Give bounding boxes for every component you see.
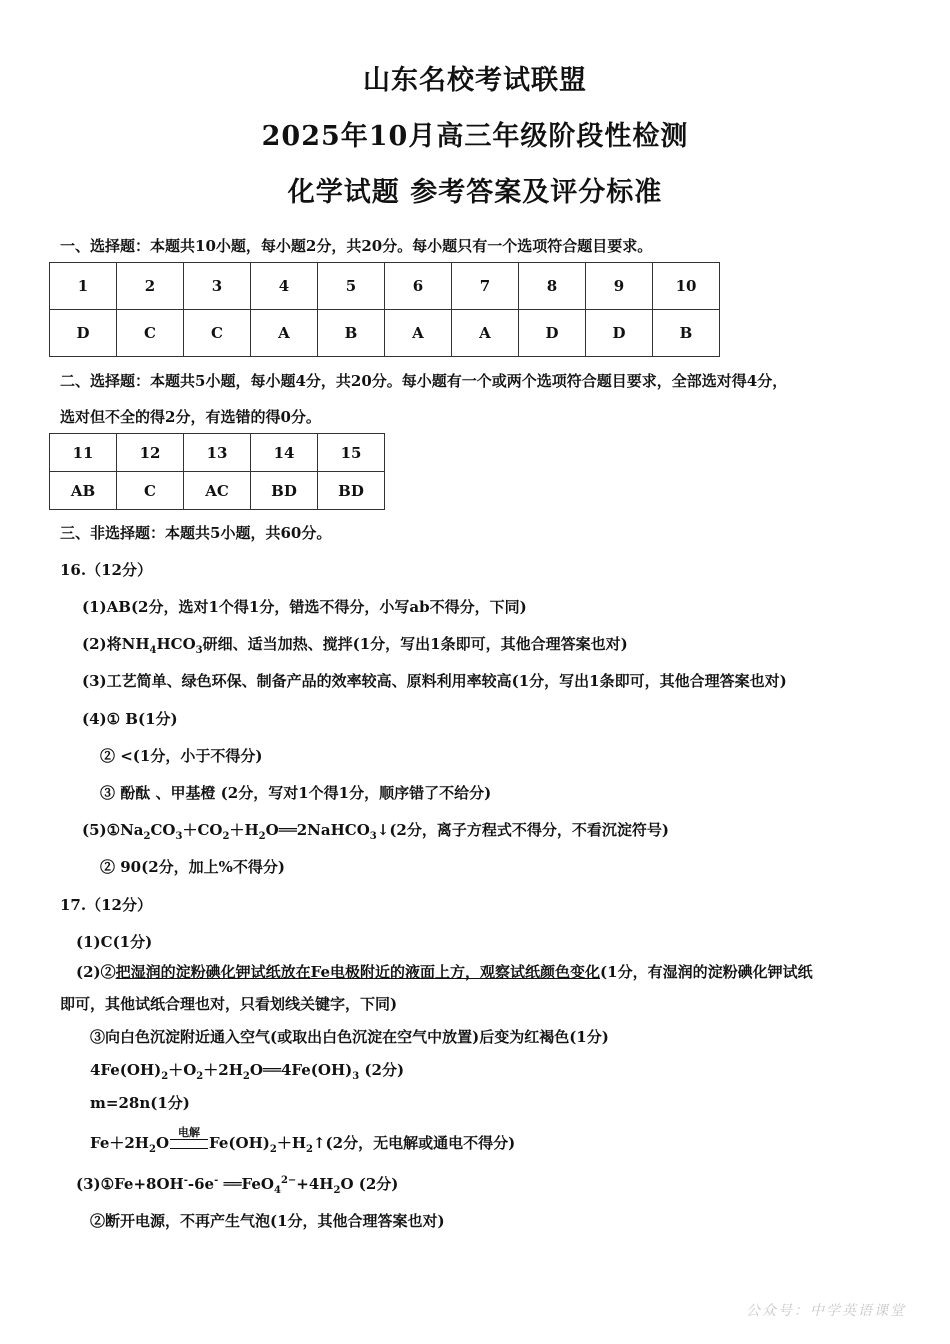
section1-title: 一、选择题：本题共10小题，每小题2分，共20分。每小题只有一个选项符合题目要求。 — [60, 237, 653, 255]
table-cell: 10 — [653, 263, 720, 310]
table-cell: 15 — [318, 434, 385, 472]
table-cell: 9 — [586, 263, 653, 310]
q16-part3: (3)工艺简单、绿色环保、制备产品的效率较高、原料利用率较高(1分，写出1条即可，其他合理答案也对) — [82, 672, 787, 690]
table-cell: 13 — [184, 434, 251, 472]
table-cell: C — [117, 472, 184, 510]
table-cell: C — [184, 310, 251, 357]
table-cell: C — [117, 310, 184, 357]
q16-part4-2: ② <(1分，小于不得分) — [100, 747, 263, 765]
table-cell: 8 — [519, 263, 586, 310]
watermark: 公众号：中学英语课堂 — [746, 1303, 906, 1319]
header-title-1: 山东名校考试联盟 — [363, 65, 587, 96]
table-row-answers — [50, 310, 720, 357]
q16-part5-2: ② 90(2分，加上%不得分) — [100, 858, 285, 876]
q17-part2-m: m=28n(1分) — [90, 1094, 190, 1112]
table-cell: 7 — [452, 263, 519, 310]
table-cell: BD — [318, 472, 385, 510]
q16-part4-3: ③ 酚酞 、甲基橙 (2分，写对1个得1分，顺序错了不给分) — [100, 784, 492, 802]
table-cell: B — [653, 310, 720, 357]
q16-part1: (1)AB(2分，选对1个得1分，错选不得分，小写ab不得分，下同) — [82, 598, 527, 616]
table-cell: AB — [50, 472, 117, 510]
q16-part5-1: $(5)①Na_2CO_3+CO_2+H_2O══2NaHCO_3↓(2$分，离子方程式不得分，不看沉淀符号) — [82, 821, 669, 842]
q17-equation-2: $Fe+2H_2O$ 电解 $Fe(OH)_2+H_2↑(2$分，无电解或通电不得分) — [90, 1126, 516, 1155]
table-cell: D — [586, 310, 653, 357]
table-cell: AC — [184, 472, 251, 510]
q17-heading: 17.（12分） — [60, 896, 152, 914]
section1-answer-table — [49, 262, 720, 357]
table-cell: BD — [251, 472, 318, 510]
q16-heading: 16.（12分） — [60, 561, 152, 579]
table-cell: 12 — [117, 434, 184, 472]
table-cell: 11 — [50, 434, 117, 472]
table-row-numbers — [50, 434, 385, 472]
q17-part1: (1)C(1分) — [76, 933, 153, 951]
table-cell: 1 — [50, 263, 117, 310]
table-cell: 2 — [117, 263, 184, 310]
q17-part2-line1: (2)②把湿润的淀粉碘化钾试纸放在Fe电极附近的液面上方，观察试纸颜色变化(1分，有湿润的淀粉碘化钾试纸 — [76, 963, 813, 981]
table-cell: A — [251, 310, 318, 357]
table-cell: D — [50, 310, 117, 357]
q17-part3-2: ②断开电源，不再产生气泡(1分，其他合理答案也对) — [90, 1212, 445, 1230]
q17-equation-1: $4Fe(OH)_2+O_2+2H_2O══4Fe(OH)_3$ (2分) — [90, 1061, 405, 1082]
section2-title-line2: 选对但不全的得2分，有选错的得0分。 — [60, 408, 321, 426]
table-cell: A — [452, 310, 519, 357]
q17-part2-3: ③向白色沉淀附近通入空气(或取出白色沉淀在空气中放置)后变为红褐色(1分) — [90, 1028, 609, 1046]
table-row-numbers — [50, 263, 720, 310]
table-cell: 5 — [318, 263, 385, 310]
q16-part2: (2)将$NH_4HCO_3$研细、适当加热、搅拌(1分，写出1条即可，其他合理答案也对) — [82, 635, 628, 656]
table-cell: 14 — [251, 434, 318, 472]
section3-title: 三、非选择题：本题共5小题，共60分。 — [60, 524, 332, 542]
table-cell: B — [318, 310, 385, 357]
table-cell: A — [385, 310, 452, 357]
q17-part2-line2: 即可，其他试纸合理也对，只看划线关键字，下同) — [60, 995, 398, 1013]
table-cell: 4 — [251, 263, 318, 310]
section2-title-line1: 二、选择题：本题共5小题，每小题4分，共20分。每小题有一个或两个选项符合题目要求，全部选对得4分， — [60, 372, 788, 390]
table-cell: 6 — [385, 263, 452, 310]
table-cell: D — [519, 310, 586, 357]
q16-part4-1: (4)① B(1分) — [82, 710, 178, 728]
electrolysis-equals-sign: 电解 — [170, 1139, 208, 1149]
section2-answer-table — [49, 433, 385, 510]
table-cell: 3 — [184, 263, 251, 310]
q17-part3-1: (3)①Fe+8OH--6e- $══FeO_4^{2-}+4H_2O$ (2分) — [76, 1175, 399, 1196]
table-row-answers — [50, 472, 385, 510]
header-title-3: 化学试题 参考答案及评分标准 — [287, 177, 663, 208]
header-title-2: 2025年10月高三年级阶段性检测 — [261, 121, 689, 152]
